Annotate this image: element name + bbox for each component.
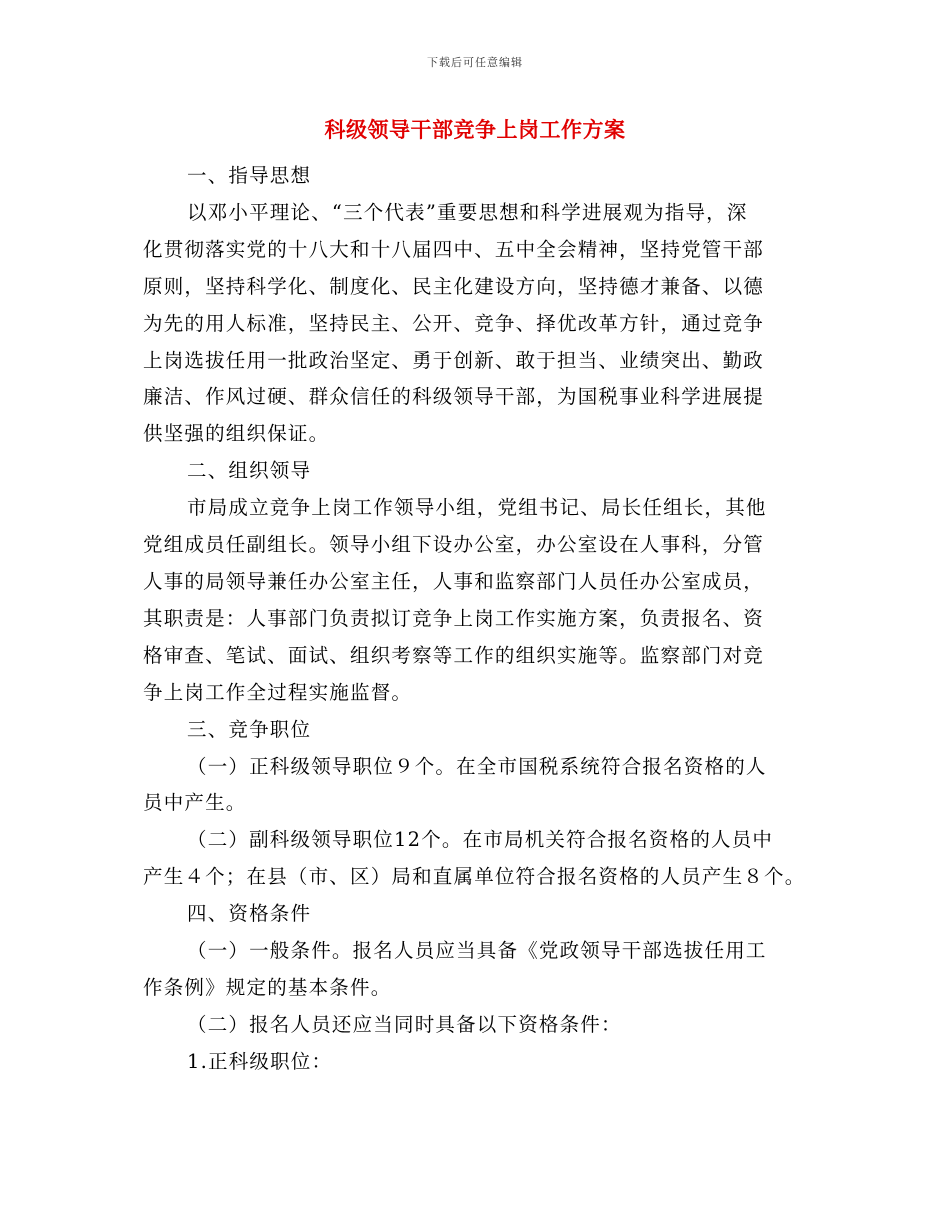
header-note: 下载后可任意编辑: [427, 56, 523, 69]
body-line: （一）一般条件。报名人员应当具备《党政领导干部选拔任用工: [187, 939, 767, 963]
body-line: 三、竞争职位: [187, 717, 312, 741]
body-line: 二、组织领导: [187, 459, 312, 483]
body-line: 其职责是：人事部门负责拟订竞争上岗工作实施方案，负责报名、资: [143, 606, 765, 630]
body-line: 市局成立竞争上岗工作领导小组，党组书记、局长任组长，其他: [187, 496, 767, 520]
body-line: 上岗选拔任用一批政治坚定、勇于创新、敢于担当、业绩突出、勤政: [143, 348, 765, 372]
body-line: 原则，坚持科学化、制度化、民主化建设方向，坚持德才兼备、以德: [143, 274, 765, 298]
document-body: [143, 158, 808, 1081]
body-line: 员中产生。: [143, 791, 247, 815]
body-line: 一、指导思想: [187, 164, 312, 187]
body-line: 1.正科级职位：: [187, 1049, 333, 1073]
body-line: 格审查、笔试、面试、组织考察等工作的组织实施等。监察部门对竞: [143, 643, 765, 667]
body-line: （一）正科级领导职位９个。在全市国税系统符合报名资格的人: [187, 754, 767, 778]
body-line: 争上岗工作全过程实施监督。: [143, 680, 413, 704]
body-line: （二）副科级领导职位12个。在市局机关符合报名资格的人员中: [187, 828, 774, 852]
body-line: 产生４个；在县（市、区）局和直属单位符合报名资格的人员产生８个。: [143, 865, 806, 889]
body-line: 化贯彻落实党的十八大和十八届四中、五中全会精神，坚持党管干部: [143, 237, 765, 261]
document-title: 科级领导干部竞争上岗工作方案: [324, 118, 626, 142]
body-line: 作条例》规定的基本条件。: [143, 975, 392, 999]
body-line: 廉洁、作风过硬、群众信任的科级领导干部，为国税事业科学进展提: [143, 385, 765, 409]
body-line: 供坚强的组织保证。: [143, 422, 330, 446]
body-line: 人事的局领导兼任办公室主任，人事和监察部门人员任办公室成员，: [143, 569, 765, 593]
body-line: （二）报名人员还应当同时具备以下资格条件：: [187, 1012, 622, 1036]
body-line: 为先的用人标准，坚持民主、公开、竞争、择优改革方针，通过竞争: [143, 311, 765, 335]
body-line: 以邓小平理论、“三个代表”重要思想和科学进展观为指导，深: [187, 200, 748, 224]
body-line: 四、资格条件: [187, 902, 312, 926]
body-line: 党组成员任副组长。领导小组下设办公室，办公室设在人事科，分管: [143, 533, 765, 557]
